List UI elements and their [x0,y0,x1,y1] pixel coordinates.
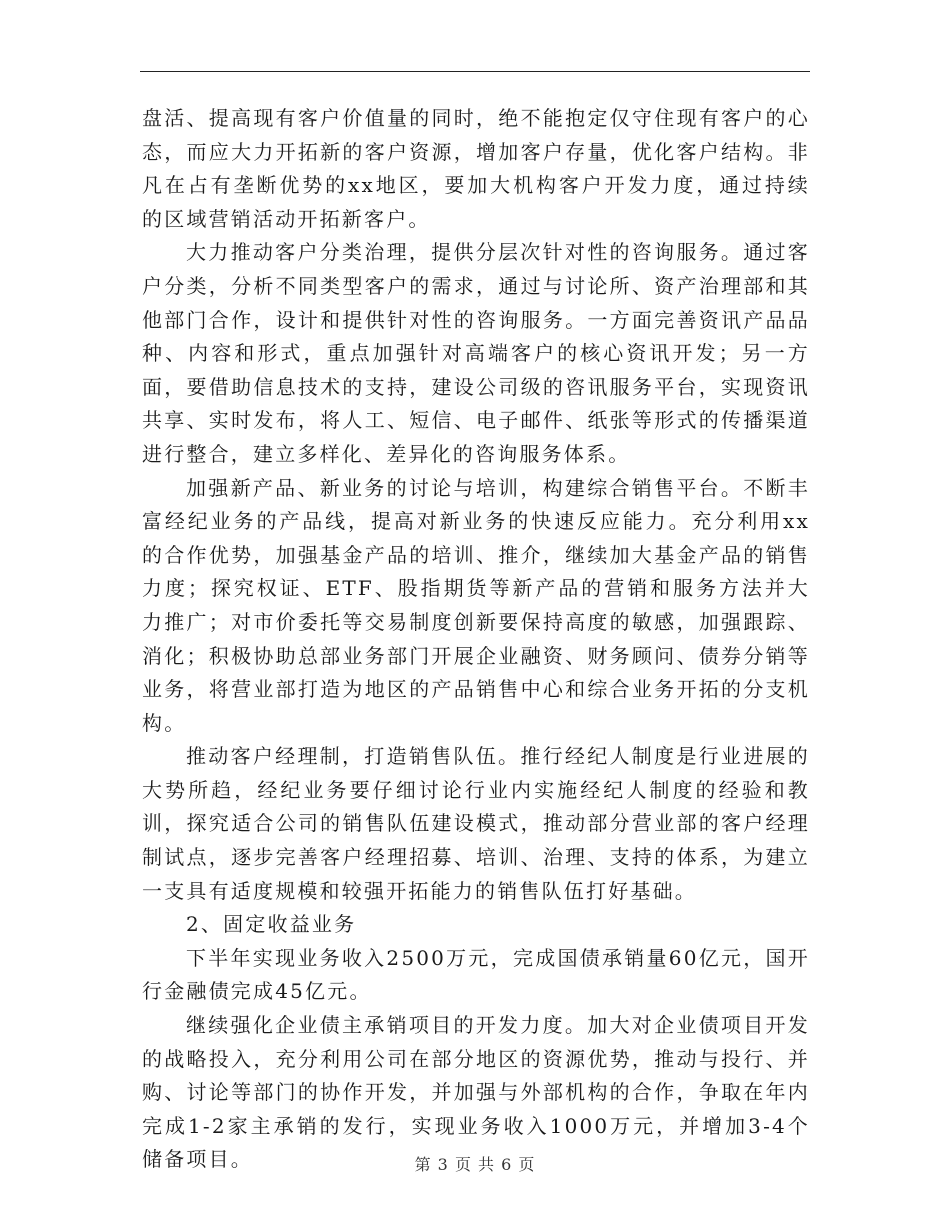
header-rule [140,71,810,72]
paragraph-7: 继续强化企业债主承销项目的开发力度。加大对企业债项目开发的战略投入，充分利用公司在部分地区的资源优势，推动与投行、并购、讨论等部门的协作开发，并加强与外部机构的合作，争取在年内完成1-2家主承销的发行，实现业务收入1000万元，并增加3-4个储备项目。 [142,1013,810,1172]
paragraph-3: 加强新产品、新业务的讨论与培训，构建综合销售平台。不断丰富经纪业务的产品线，提高对新业务的快速反应能力。充分利用xx的合作优势，加强基金产品的培训、推介，继续加大基金产品的销售力度；探究权证、ETF、股指期货等新产品的营销和服务方法并大力推广；对市价委托等交易制度创新要保持高度的敏感，加强跟踪、消化；积极协助总部业务部门开展企业融资、财务顾问、债券分销等业务，将营业部打造为地区的产品销售中心和综合业务开拓的分支机构。 [142,475,810,735]
page-number: 第 3 页 共 6 页 [414,1155,536,1174]
paragraph-4: 推动客户经理制，打造销售队伍。推行经纪人制度是行业进展的大势所趋，经纪业务要仔细讨论行业内实施经纪人制度的经验和教训，探究适合公司的销售队伍建设模式，推动部分营业部的客户经理制试点，逐步完善客户经理招募、培训、治理、支持的体系，为建立一支具有适度规模和较强开拓能力的销售队伍打好基础。 [142,744,810,903]
section-heading: 2、固定收益业务 [186,912,357,937]
paragraph-6: 下半年实现业务收入2500万元，完成国债承销量60亿元，国开行金融债完成45亿元。 [142,945,810,1004]
document-body [142,102,810,1177]
paragraph-1: 盘活、提高现有客户价值量的同时，绝不能抱定仅守住现有客户的心态，而应大力开拓新的客户资源，增加客户存量，优化客户结构。非凡在占有垄断优势的xx地区，要加大机构客户开发力度，通过持续的区域营销活动开拓新客户。 [142,106,810,231]
paragraph-2: 大力推动客户分类治理，提供分层次针对性的咨询服务。通过客户分类，分析不同类型客户的需求，通过与讨论所、资产治理部和其他部门合作，设计和提供针对性的咨询服务。一方面完善资讯产品品种、内容和形式，重点加强针对高端客户的核心资讯开发；另一方面，要借助信息技术的支持，建设公司级的咨讯服务平台，实现资讯共享、实时发布，将人工、短信、电子邮件、纸张等形式的传播渠道进行整合，建立多样化、差异化的咨询服务体系。 [142,240,810,466]
